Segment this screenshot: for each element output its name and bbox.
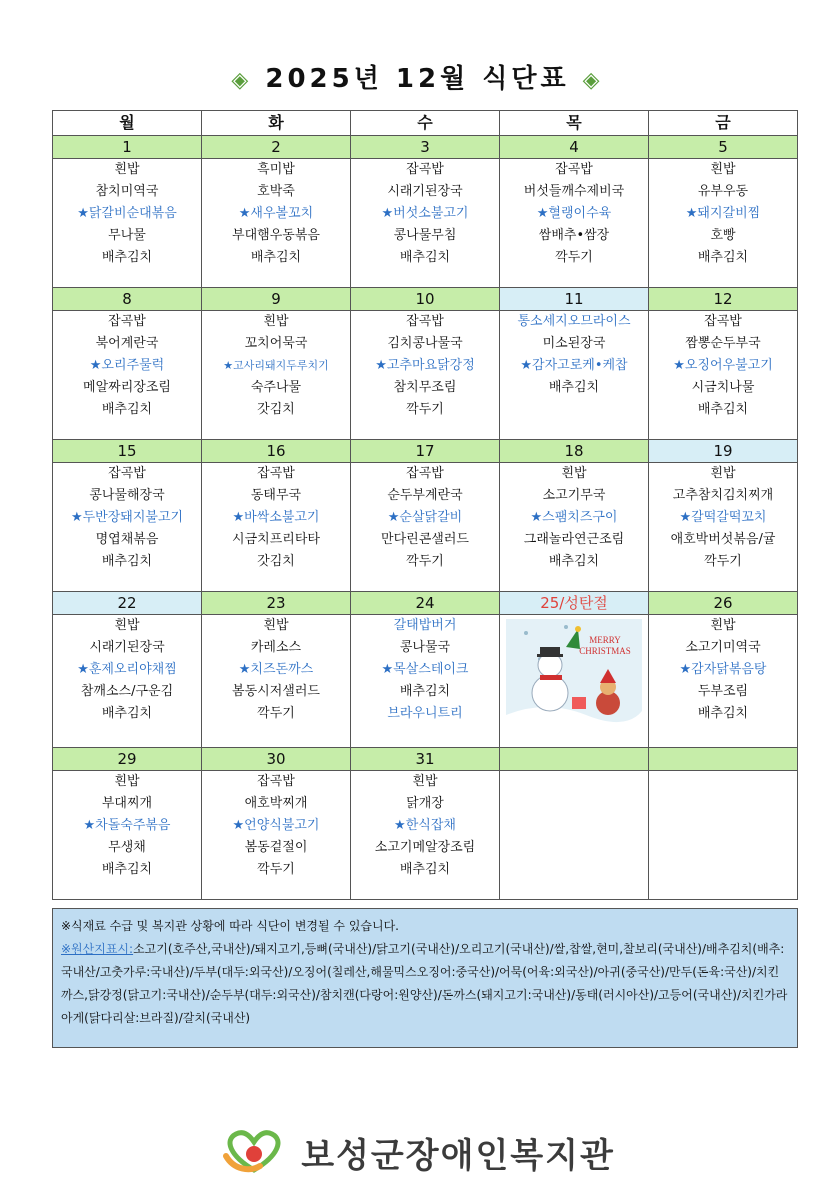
menu-item: 숙주나물 <box>250 380 302 395</box>
menu-item: 시래기된장국 <box>89 640 165 655</box>
menu-item: 동태무국 <box>250 488 302 503</box>
menu-item: 북어계란국 <box>95 336 159 351</box>
christmas-card-image <box>506 619 642 735</box>
date-cell: 19 <box>649 440 798 463</box>
menu-item: 참치미역국 <box>95 184 159 199</box>
diamond-left-icon: ◈ <box>231 68 253 93</box>
menu-item: 봄동시저샐러드 <box>232 684 320 699</box>
menu-cell <box>500 159 649 288</box>
menu-item: 고추참치김치찌개 <box>672 488 774 503</box>
menu-item: ★혈랭이수육 <box>536 206 612 221</box>
date-cell: 5 <box>649 136 798 159</box>
menu-item: 무생채 <box>108 840 146 855</box>
menu-cell <box>351 615 500 748</box>
menu-item: 시래기된장국 <box>387 184 463 199</box>
menu-item: ★감자닭볶음탕 <box>679 662 767 677</box>
menu-item: ★차돌숙주볶음 <box>83 818 171 833</box>
menu-item: 잡곡밥 <box>108 466 146 481</box>
weekday-mon: 월 <box>53 111 202 136</box>
menu-row <box>53 771 798 900</box>
notes-change-notice: ※식재료 수급 및 복지관 상황에 따라 식단이 변경될 수 있습니다. <box>61 919 400 933</box>
menu-item: ★오징어우불고기 <box>673 358 773 373</box>
date-cell: 11 <box>500 288 649 311</box>
menu-item: 소고기무국 <box>542 488 606 503</box>
menu-cell <box>500 311 649 440</box>
menu-item: 흰밥 <box>114 774 140 789</box>
menu-item: 봄동겉절이 <box>244 840 308 855</box>
menu-cell <box>202 159 351 288</box>
menu-item: 배추김치 <box>101 402 153 417</box>
menu-item: 애호박찌개 <box>244 796 308 811</box>
date-cell: 29 <box>53 748 202 771</box>
menu-item: 시금치나물 <box>691 380 755 395</box>
menu-row <box>53 311 798 440</box>
menu-row <box>53 615 798 748</box>
menu-item: ★바싹소불고기 <box>232 510 320 525</box>
menu-item: ★새우볼꼬치 <box>238 206 314 221</box>
date-row <box>53 288 798 311</box>
date-cell: 1 <box>53 136 202 159</box>
menu-item: 배추김치 <box>101 706 153 721</box>
menu-item: 소고기미역국 <box>685 640 761 655</box>
menu-item: 잡곡밥 <box>108 314 146 329</box>
menu-item: ★오리주물럭 <box>89 358 165 373</box>
origin-label: ※원산지표시: <box>61 942 134 956</box>
menu-item: 깍두기 <box>406 554 444 569</box>
menu-item: 부대햄우동볶음 <box>232 228 320 243</box>
date-cell <box>500 748 649 771</box>
menu-item: 배추김치 <box>548 380 600 395</box>
notes-box <box>52 908 798 1048</box>
menu-cell <box>351 311 500 440</box>
menu-item: 흰밥 <box>561 466 587 481</box>
menu-row <box>53 463 798 592</box>
menu-item: 갈태밥버거 <box>393 618 457 633</box>
menu-cell <box>202 463 351 592</box>
menu-item: 순두부계란국 <box>387 488 463 503</box>
menu-item: 배추김치 <box>399 684 451 699</box>
date-cell: 8 <box>53 288 202 311</box>
menu-item: 명엽채볶음 <box>95 532 159 547</box>
menu-item: 깍두기 <box>257 706 295 721</box>
menu-item: 유부우동 <box>697 184 749 199</box>
date-cell: 30 <box>202 748 351 771</box>
menu-item: 콩나물무침 <box>393 228 457 243</box>
date-cell: 17 <box>351 440 500 463</box>
date-cell: 9 <box>202 288 351 311</box>
menu-item: 깍두기 <box>555 250 593 265</box>
date-row <box>53 440 798 463</box>
menu-item: 배추김치 <box>399 862 451 877</box>
menu-item: 잡곡밥 <box>257 466 295 481</box>
menu-item: 꼬치어묵국 <box>244 336 308 351</box>
weekday-tue: 화 <box>202 111 351 136</box>
menu-item: 콩나물국 <box>399 640 451 655</box>
menu-item: 미소된장국 <box>542 336 606 351</box>
menu-item: 잡곡밥 <box>555 162 593 177</box>
footer <box>0 1126 835 1176</box>
menu-item: 통소세지오므라이스 <box>517 314 631 329</box>
page-title <box>0 62 835 96</box>
menu-item: ★돼지갈비찜 <box>685 206 761 221</box>
date-cell: 22 <box>53 592 202 615</box>
menu-cell <box>53 159 202 288</box>
menu-item: 깍두기 <box>406 402 444 417</box>
menu-item: ★고추마요닭강정 <box>375 358 475 373</box>
menu-item: ★감자고로케•케찹 <box>520 358 628 373</box>
menu-item: 흑미밥 <box>257 162 295 177</box>
weekday-wed: 수 <box>351 111 500 136</box>
menu-item: 배추김치 <box>399 250 451 265</box>
date-cell: 10 <box>351 288 500 311</box>
menu-cell <box>53 771 202 900</box>
christmas-card-caption: MERRY CHRISTMAS <box>579 635 631 656</box>
date-cell: 26 <box>649 592 798 615</box>
title-text: 2025년 12월 식단표 <box>265 64 570 94</box>
menu-item: 만다린콘샐러드 <box>381 532 469 547</box>
diamond-right-icon: ◈ <box>582 68 604 93</box>
menu-item: 무나물 <box>108 228 146 243</box>
menu-table <box>52 110 798 900</box>
menu-item: 배추김치 <box>697 250 749 265</box>
menu-cell <box>649 771 798 900</box>
menu-item: ★치즈돈까스 <box>238 662 314 677</box>
menu-item: 호박죽 <box>257 184 295 199</box>
date-cell: 24 <box>351 592 500 615</box>
menu-item: 배추김치 <box>101 862 153 877</box>
menu-item: 흰밥 <box>710 162 736 177</box>
menu-item: 애호박버섯볶음/귤 <box>670 532 776 547</box>
menu-item: 흰밥 <box>263 618 289 633</box>
menu-item: ★닭갈비순대볶음 <box>77 206 177 221</box>
menu-item: ★언양식불고기 <box>232 818 320 833</box>
menu-item: 콩나물해장국 <box>89 488 165 503</box>
menu-item: ★두반장돼지불고기 <box>70 510 184 525</box>
menu-item: 배추김치 <box>101 250 153 265</box>
menu-item: 배추김치 <box>548 554 600 569</box>
menu-item: ★고사리돼지두루치기 <box>223 359 329 372</box>
menu-item: ★버섯소불고기 <box>381 206 469 221</box>
menu-row <box>53 159 798 288</box>
menu-item: ★한식잡채 <box>394 818 456 833</box>
date-row <box>53 136 798 159</box>
menu-item: 잡곡밥 <box>406 466 444 481</box>
date-cell: 4 <box>500 136 649 159</box>
menu-body <box>53 136 798 900</box>
date-cell: 16 <box>202 440 351 463</box>
date-cell: 15 <box>53 440 202 463</box>
weekday-header-row <box>53 111 798 136</box>
menu-cell <box>500 771 649 900</box>
menu-item: ★훈제오리야채찜 <box>77 662 177 677</box>
menu-cell <box>649 615 798 748</box>
menu-item: 깍두기 <box>704 554 742 569</box>
menu-item: ★순살닭갈비 <box>387 510 463 525</box>
menu-item: ★갈떡갈떡꼬치 <box>679 510 767 525</box>
menu-cell <box>351 771 500 900</box>
date-cell: 12 <box>649 288 798 311</box>
menu-item: 두부조림 <box>697 684 749 699</box>
menu-item: 호빵 <box>710 228 736 243</box>
menu-item: 깍두기 <box>257 862 295 877</box>
menu-cell <box>202 311 351 440</box>
menu-cell <box>53 311 202 440</box>
weekday-thu: 목 <box>500 111 649 136</box>
menu-item: 브라우니트리 <box>387 706 463 721</box>
menu-item: 흰밥 <box>710 466 736 481</box>
date-cell: 31 <box>351 748 500 771</box>
menu-cell <box>53 615 202 748</box>
origin-text: 소고기(호주산,국내산)/돼지고기,등뼈(국내산)/닭고기(국내산)/오리고기(국내산)/쌀,찹쌀,현미,찰보리(국내산)/배추김치(배추:국내산/고춧가루:국내산)/두부(대두:외국산)/오징어(칠레산,해물믹스오징어:중국산)/어묵(어육:외국산)/아귀(중국산)/만두(돈육:국산)/치킨까스,닭강정(닭고기:국내산)/순두부(대두:외국산)/참치캔(다랑어:원양산)/돈까스(돼지고기:국내산)/동태(러시아산)/고등어(국내산)/치킨가라아게(닭다리살:브라질)/갈치(국내산) <box>61 942 788 1025</box>
menu-item: ★목살스테이크 <box>381 662 469 677</box>
date-cell: 3 <box>351 136 500 159</box>
menu-item: 배추김치 <box>101 554 153 569</box>
menu-item: 김치콩나물국 <box>387 336 463 351</box>
date-row <box>53 592 798 615</box>
menu-item: 흰밥 <box>114 162 140 177</box>
menu-cell <box>53 463 202 592</box>
menu-cell <box>500 463 649 592</box>
menu-item: 카레소스 <box>250 640 302 655</box>
date-cell: 23 <box>202 592 351 615</box>
menu-item: 잡곡밥 <box>406 162 444 177</box>
menu-item: 짬뽕순두부국 <box>685 336 761 351</box>
menu-item: 버섯들깨수제비국 <box>523 184 625 199</box>
menu-item: 쌈배추•쌈장 <box>538 228 610 243</box>
menu-item: 메알짜리장조림 <box>83 380 171 395</box>
heart-logo-icon <box>220 1126 290 1178</box>
menu-cell <box>649 463 798 592</box>
menu-item: 잡곡밥 <box>257 774 295 789</box>
menu-item: 닭개장 <box>406 796 444 811</box>
menu-item: 흰밥 <box>114 618 140 633</box>
menu-item: 부대찌개 <box>101 796 153 811</box>
menu-item: 배추김치 <box>250 250 302 265</box>
menu-item: 갓김치 <box>257 402 295 417</box>
menu-cell <box>202 771 351 900</box>
menu-item: 흰밥 <box>710 618 736 633</box>
menu-item: 소고기메알장조림 <box>374 840 476 855</box>
menu-cell <box>649 311 798 440</box>
menu-cell <box>649 159 798 288</box>
date-cell: 2 <box>202 136 351 159</box>
menu-cell <box>351 463 500 592</box>
menu-item: 갓김치 <box>257 554 295 569</box>
menu-cell <box>500 615 649 748</box>
menu-item: 배추김치 <box>697 706 749 721</box>
weekday-fri: 금 <box>649 111 798 136</box>
menu-item: 시금치프리타타 <box>232 532 320 547</box>
menu-item: ★스팸치즈구이 <box>530 510 618 525</box>
menu-item: 참치무조림 <box>393 380 457 395</box>
menu-item: 흰밥 <box>412 774 438 789</box>
date-cell <box>649 748 798 771</box>
date-cell: 25/성탄절 <box>500 592 649 615</box>
menu-item: 잡곡밥 <box>406 314 444 329</box>
menu-item: 배추김치 <box>697 402 749 417</box>
menu-cell <box>202 615 351 748</box>
menu-item: 참깨소스/구운김 <box>80 684 174 699</box>
menu-cell <box>351 159 500 288</box>
date-row <box>53 748 798 771</box>
menu-item: 잡곡밥 <box>704 314 742 329</box>
organization-name: 보성군장애인복지관 <box>301 1135 615 1176</box>
date-cell: 18 <box>500 440 649 463</box>
menu-item: 흰밥 <box>263 314 289 329</box>
menu-item: 그래놀라연근조림 <box>523 532 625 547</box>
